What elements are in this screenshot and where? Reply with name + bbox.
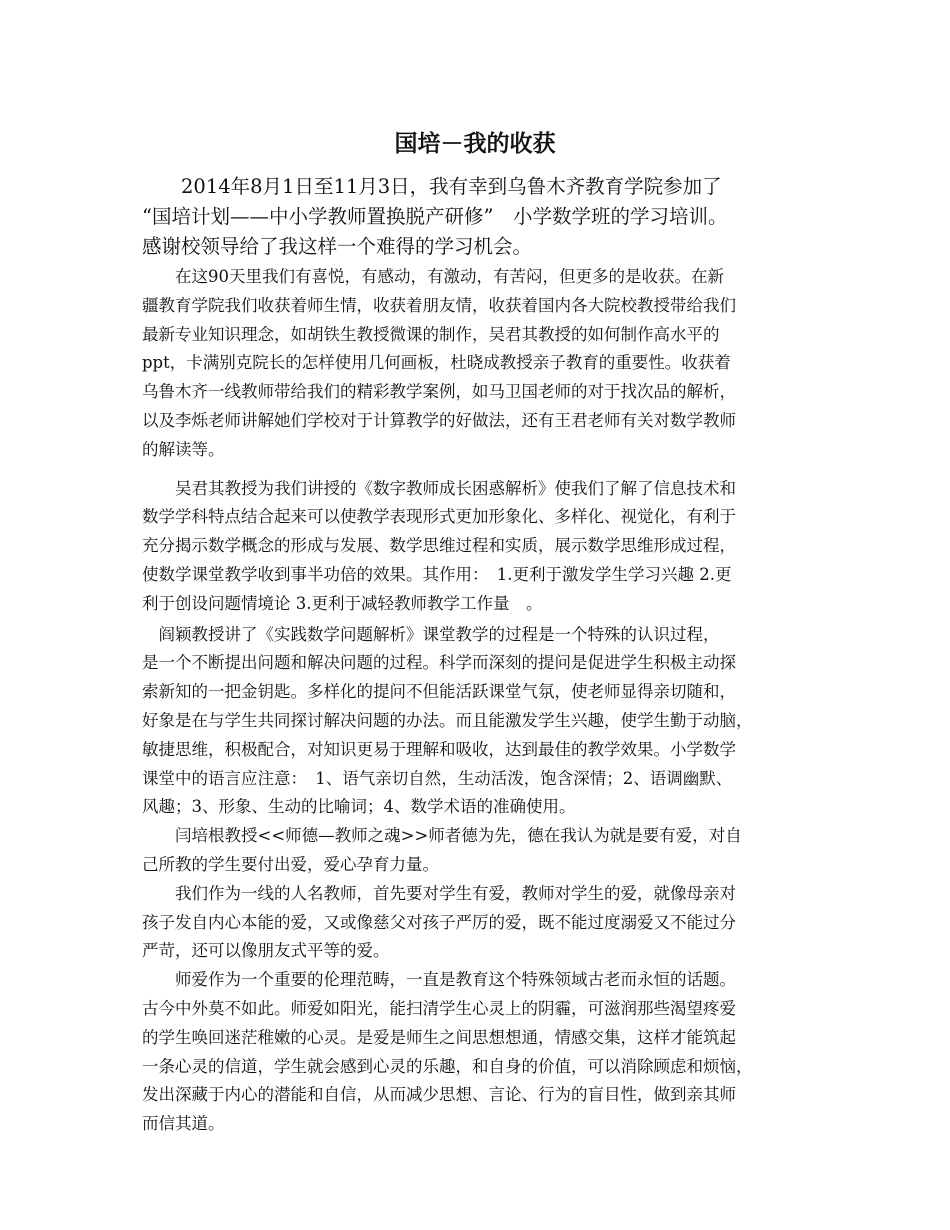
text-line: 2014年8月1日至11月3日，我有幸到乌鲁木齐教育学院参加了: [142, 175, 722, 198]
text-line: 课堂中的语言应注意： 1、语气亲切自然，生动活泼，饱含深情；2、语调幽默、: [142, 768, 733, 788]
paragraph-love: [142, 880, 822, 966]
text-line: 的解读等。: [142, 439, 225, 459]
text-line: 数学学科特点结合起来可以使教学表现形式更加形象化、多样化、视觉化，有利于: [142, 507, 736, 527]
paragraph-questioning: [142, 621, 822, 823]
text-line: ppt，卡满别克院长的怎样使用几何画板，杜晓成教授亲子教育的重要性。收获着: [142, 353, 731, 373]
text-line: 吴君其教授为我们讲授的《数字教师成长困惑解析》使我们了解了信息技术和: [142, 478, 736, 498]
text-line: 阎颖教授讲了《实践数学问题解析》课堂教学的过程是一个特殊的认识过程，: [142, 624, 720, 644]
body-text: [142, 263, 822, 1139]
text-line: 在这90天里我们有喜悦，有感动，有激动，有苦闷，但更多的是收获。在新: [142, 267, 724, 286]
text-line: 使数学课堂教学收到事半功倍的效果。其作用： 1.更利于激发学生学习兴趣 2.更: [142, 564, 732, 584]
text-line: 敏捷思维，积极配合，对知识更易于理解和吸收，达到最佳的教学效果。小学数学: [142, 739, 736, 759]
document-title: 国培－我的收获: [394, 130, 556, 157]
text-line: 一条心灵的信道，学生就会感到心灵的乐趣，和自身的价值，可以消除顾虑和烦恼，: [142, 1056, 753, 1076]
text-line: 以及李烁老师讲解她们学校对于计算教学的好做法，还有王君老师有关对数学教师: [142, 410, 736, 430]
text-line: 孩子发自内心本能的爱，又或像慈父对孩子严厉的爱，既不能过度溺爱又不能过分: [142, 912, 736, 932]
text-line: “国培计划——中小学教师置换脱产研修” 小学数学班的学习培训。: [142, 205, 728, 228]
intro-paragraph: [142, 172, 822, 262]
text-line: 闫培根教授<<师德—教师之魂>>师者德为先，德在我认为就是要有爱，对自: [142, 826, 742, 846]
paragraph-info-tech: [142, 475, 822, 619]
text-line: 是一个不断提出问题和解决问题的过程。科学而深刻的提问是促进学生积极主动探: [142, 653, 736, 673]
text-line: 古今中外莫不如此。师爱如阳光，能扫清学生心灵上的阴霾，可滋润那些渴望疼爱: [142, 998, 736, 1018]
text-line: 感谢校领导给了我这样一个难得的学习机会。: [142, 235, 533, 258]
paragraph-harvest: [142, 263, 822, 465]
paragraph-ethics: [142, 822, 822, 880]
text-line: 的学生唤回迷茫稚嫩的心灵。是爱是师生之间思想想通，情感交集，这样才能筑起: [142, 1027, 736, 1047]
text-line: 疆教育学院我们收获着师生情，收获着朋友情，收获着国内各大院校教授带给我们: [142, 295, 736, 315]
text-line: 风趣；3、形象、生动的比喻词；4、数学术语的准确使用。: [142, 797, 576, 817]
text-line: 而信其道。: [142, 1114, 225, 1134]
text-line: 己所教的学生要付出爱，爱心孕育力量。: [142, 854, 439, 874]
paragraph-teacher-love: [142, 966, 822, 1139]
text-line: 好象是在与学生共同探讨解决问题的办法。而且能激发学生兴趣，使学生勤于动脑，: [142, 710, 753, 730]
text-line: 充分揭示数学概念的形成与发展、数学思维过程和实质，展示数学思维形成过程，: [142, 536, 736, 556]
text-line: 最新专业知识理念，如胡铁生教授微课的制作，吴君其教授的如何制作高水平的: [142, 324, 720, 344]
text-line: 师爱作为一个重要的伦理范畴，一直是教育这个特殊领域古老而永恒的话题。: [142, 970, 736, 990]
text-line: 严苛，还可以像朋友式平等的爱。: [142, 941, 390, 961]
text-line: 索新知的一把金钥匙。多样化的提问不但能活跃课堂气氛，使老师显得亲切随和，: [142, 682, 736, 702]
text-line: 发出深藏于内心的潜能和自信，从而减少思想、言论、行为的盲目性，做到亲其师: [142, 1085, 736, 1105]
text-line: 乌鲁木齐一线教师带给我们的精彩教学案例，如马卫国老师的对于找次品的解析，: [142, 382, 736, 402]
text-line: 我们作为一线的人名教师，首先要对学生有爱，教师对学生的爱，就像母亲对: [142, 883, 736, 903]
paragraph-spacer: [142, 465, 822, 475]
text-line: 利于创设问题情境论 3.更利于减轻教师教学工作量 。: [142, 593, 543, 613]
